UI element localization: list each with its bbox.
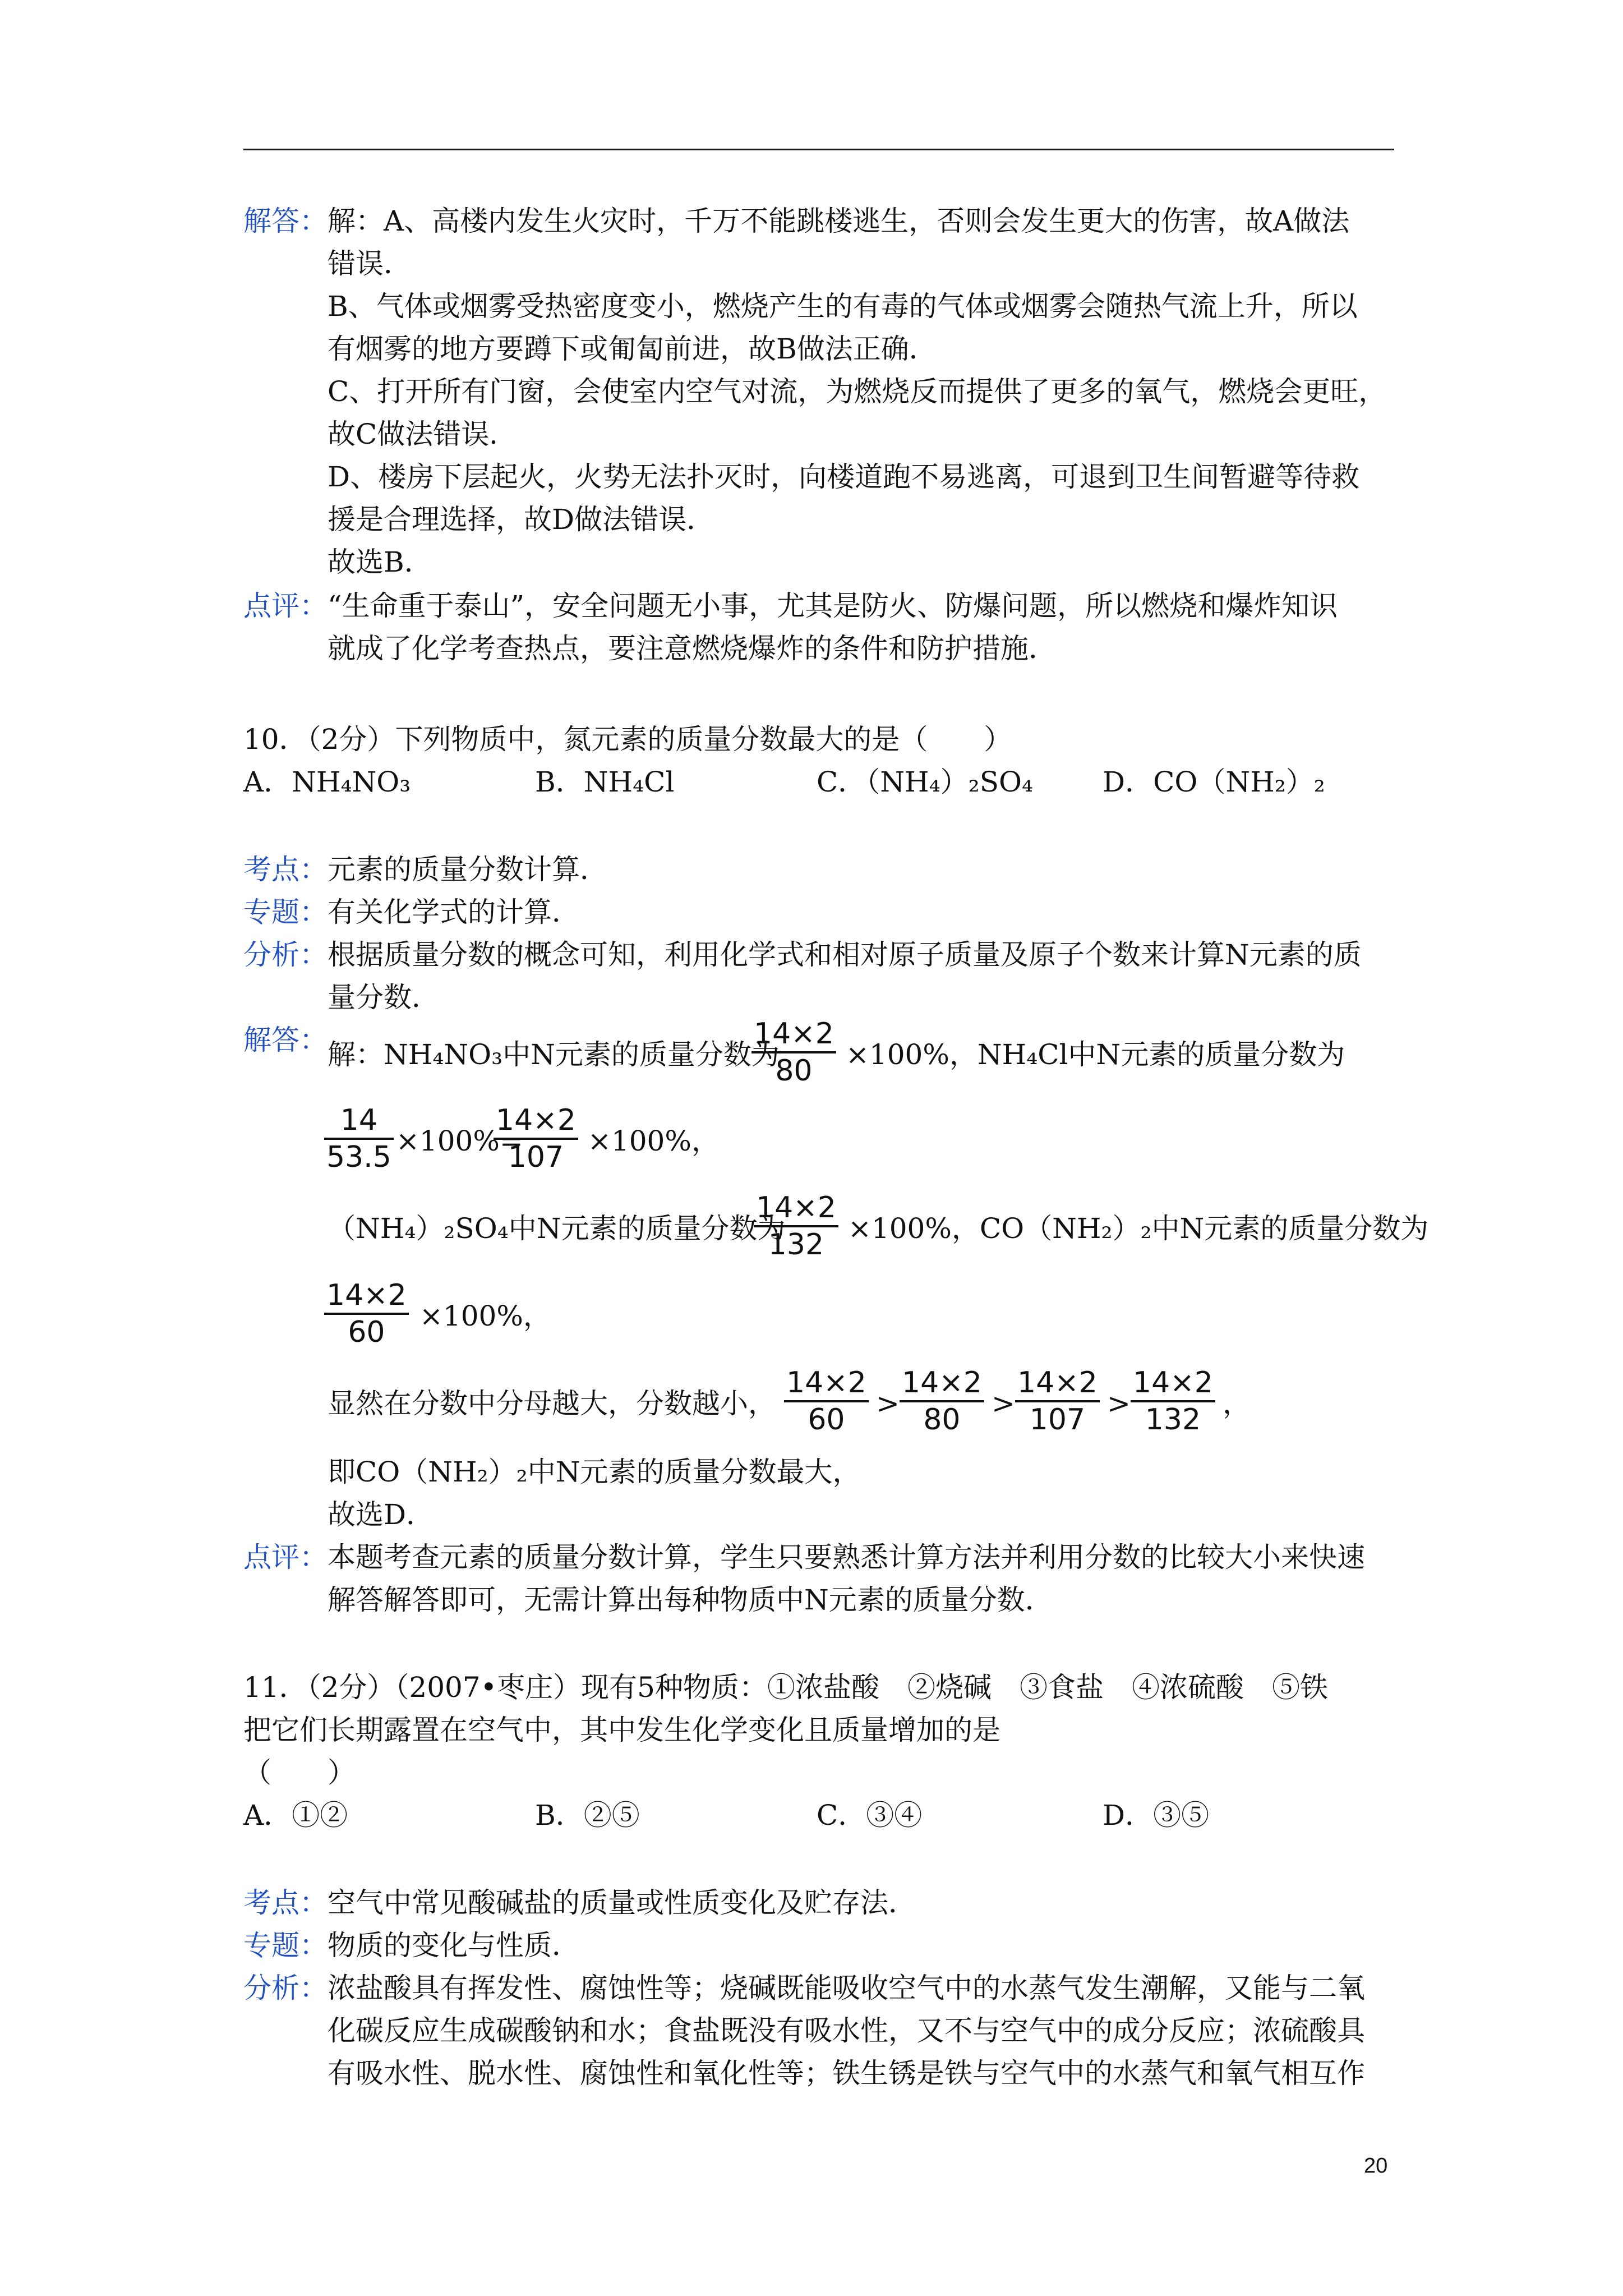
q10-solution-text: ×100%，CO（NH₂）₂中N元素的质量分数为 xyxy=(848,1212,1429,1245)
greater-than-sign: > xyxy=(876,1387,900,1420)
q11-option-b: B．②⑤ xyxy=(535,1799,640,1832)
comma: ， xyxy=(1223,1387,1251,1420)
fraction xyxy=(751,1016,836,1088)
numerator: 14×2 xyxy=(326,1278,407,1312)
comment-label: 点评： xyxy=(243,1541,328,1573)
header-rule xyxy=(243,149,1394,150)
numerator: 14×2 xyxy=(902,1366,982,1400)
q10-point: 元素的质量分数计算． xyxy=(328,853,608,886)
numerator: 14 xyxy=(340,1103,377,1137)
q9-answer-line: C、打开所有门窗，会使室内空气对流，为燃烧反而提供了更多的氧气，燃烧会更旺， xyxy=(328,375,1387,408)
denominator: 132 xyxy=(1131,1400,1215,1437)
denominator: 107 xyxy=(494,1138,578,1175)
q10-solution-text: 显然在分数中分母越大，分数越小， xyxy=(328,1387,776,1420)
q10-comment-line: 解答解答即可，无需计算出每种物质中N元素的质量分数． xyxy=(328,1584,1053,1616)
fraction xyxy=(784,1365,869,1437)
q10-stem: 10．（2分）下列物质中，氮元素的质量分数最大的是（ ） xyxy=(243,723,1012,756)
q11-point: 空气中常见酸碱盐的质量或性质变化及贮存法． xyxy=(328,1887,916,1919)
comment-label: 点评： xyxy=(243,590,328,622)
q11-stem-line: 11．（2分）（2007•枣庄）现有5种物质：①浓盐酸 ②烧碱 ③食盐 ④浓硫酸 ⑤铁 xyxy=(243,1671,1328,1704)
denominator: 53.5 xyxy=(324,1138,394,1175)
numerator: 14×2 xyxy=(756,1191,836,1225)
fraction xyxy=(1131,1365,1215,1437)
fraction xyxy=(900,1365,984,1437)
numerator: 14×2 xyxy=(1017,1366,1098,1400)
denominator: 60 xyxy=(784,1400,869,1437)
q11-stem-line: （ ） xyxy=(243,1756,356,1789)
q10-solution-text: 故选D． xyxy=(328,1498,435,1531)
q10-solution-text: ×100%= xyxy=(396,1125,523,1157)
numerator: 14×2 xyxy=(496,1103,576,1137)
q9-answer-line: 故选B． xyxy=(328,546,432,578)
q10-solution-text: （NH₄）₂SO₄中N元素的质量分数为 xyxy=(328,1212,786,1245)
numerator: 14×2 xyxy=(754,1017,834,1051)
denominator: 60 xyxy=(324,1313,409,1350)
greater-than-sign: > xyxy=(992,1387,1015,1420)
analysis-label: 分析： xyxy=(243,938,328,971)
q11-topic: 物质的变化与性质． xyxy=(328,1929,580,1962)
q9-answer-line: 解：A、高楼内发生火灾时，千万不能跳楼逃生，否则会发生更大的伤害，故A做法 xyxy=(328,205,1350,237)
q9-answer-line: 援是合理选择，故D做法错误． xyxy=(328,503,715,536)
q11-option-d: D．③⑤ xyxy=(1103,1799,1210,1832)
denominator: 80 xyxy=(900,1400,984,1437)
q9-comment-line: 就成了化学考查热点，要注意燃烧爆炸的条件和防护措施． xyxy=(328,632,1057,665)
q10-solution-text: 即CO（NH₂）₂中N元素的质量分数最大， xyxy=(328,1456,861,1488)
numerator: 14×2 xyxy=(1133,1366,1213,1400)
q10-option-b: B．NH₄Cl xyxy=(535,766,675,798)
fraction xyxy=(754,1190,838,1262)
q10-option-d: D．CO（NH₂）₂ xyxy=(1103,766,1325,798)
point-label: 考点： xyxy=(243,1887,328,1919)
q9-comment-line: “生命重于泰山”，安全问题无小事，尤其是防火、防爆问题，所以燃烧和爆炸知识 xyxy=(328,590,1338,622)
fraction xyxy=(494,1103,578,1175)
q10-topic: 有关化学式的计算． xyxy=(328,896,580,928)
q10-analysis-line: 量分数． xyxy=(328,981,440,1014)
denominator: 132 xyxy=(754,1225,838,1262)
fraction xyxy=(324,1278,409,1350)
q10-analysis-line: 根据质量分数的概念可知，利用化学式和相对原子质量及原子个数来计算N元素的质 xyxy=(328,938,1362,971)
q11-option-a: A．①② xyxy=(243,1799,348,1832)
q10-solution-text: ×100%，NH₄Cl中N元素的质量分数为 xyxy=(846,1038,1345,1071)
q10-solution-text: ×100%， xyxy=(419,1300,551,1332)
q9-answer-line: D、楼房下层起火，火势无法扑灭时，向楼道跑不易逃离，可退到卫生间暂避等待救 xyxy=(328,461,1360,493)
answer-label: 解答： xyxy=(243,205,328,237)
q9-answer-line: 有烟雾的地方要蹲下或匍匐前进，故B做法正确． xyxy=(328,333,937,365)
q11-analysis-line: 化碳反应生成碳酸钠和水；食盐既没有吸水性，又不与空气中的成分反应；浓硫酸具 xyxy=(328,2014,1365,2047)
greater-than-sign: > xyxy=(1107,1387,1131,1420)
q9-answer-line: B、气体或烟雾受热密度变小，燃烧产生的有毒的气体或烟雾会随热气流上升，所以 xyxy=(328,290,1358,323)
analysis-label: 分析： xyxy=(243,1972,328,2004)
denominator: 80 xyxy=(751,1051,836,1088)
topic-label: 专题： xyxy=(243,896,328,928)
numerator: 14×2 xyxy=(786,1366,866,1400)
q11-option-c: C．③④ xyxy=(817,1799,923,1832)
fraction xyxy=(324,1103,394,1175)
q11-stem-line: 把它们长期露置在空气中，其中发生化学变化且质量增加的是 xyxy=(243,1714,1000,1746)
q9-answer-line: 错误． xyxy=(328,247,412,280)
page-number: 20 xyxy=(1364,2154,1388,2178)
q11-analysis-line: 浓盐酸具有挥发性、腐蚀性等；烧碱既能吸收空气中的水蒸气发生潮解，又能与二氧 xyxy=(328,1972,1365,2004)
q9-answer-line: 故C做法错误． xyxy=(328,418,518,450)
q11-analysis-line: 有吸水性、脱水性、腐蚀性和氧化性等；铁生锈是铁与空气中的水蒸气和氧气相互作 xyxy=(328,2057,1365,2090)
q10-solution-text: ×100%， xyxy=(588,1125,720,1157)
q10-option-c: C．（NH₄）₂SO₄ xyxy=(817,766,1033,798)
q10-comment-line: 本题考查元素的质量分数计算，学生只要熟悉计算方法并利用分数的比较大小来快速 xyxy=(328,1541,1365,1573)
answer-label: 解答： xyxy=(243,1024,328,1056)
point-label: 考点： xyxy=(243,853,328,886)
denominator: 107 xyxy=(1015,1400,1100,1437)
q10-solution-text: 解：NH₄NO₃中N元素的质量分数为 xyxy=(328,1038,780,1071)
q10-option-a: A．NH₄NO₃ xyxy=(243,766,411,798)
topic-label: 专题： xyxy=(243,1929,328,1962)
fraction xyxy=(1015,1365,1100,1437)
